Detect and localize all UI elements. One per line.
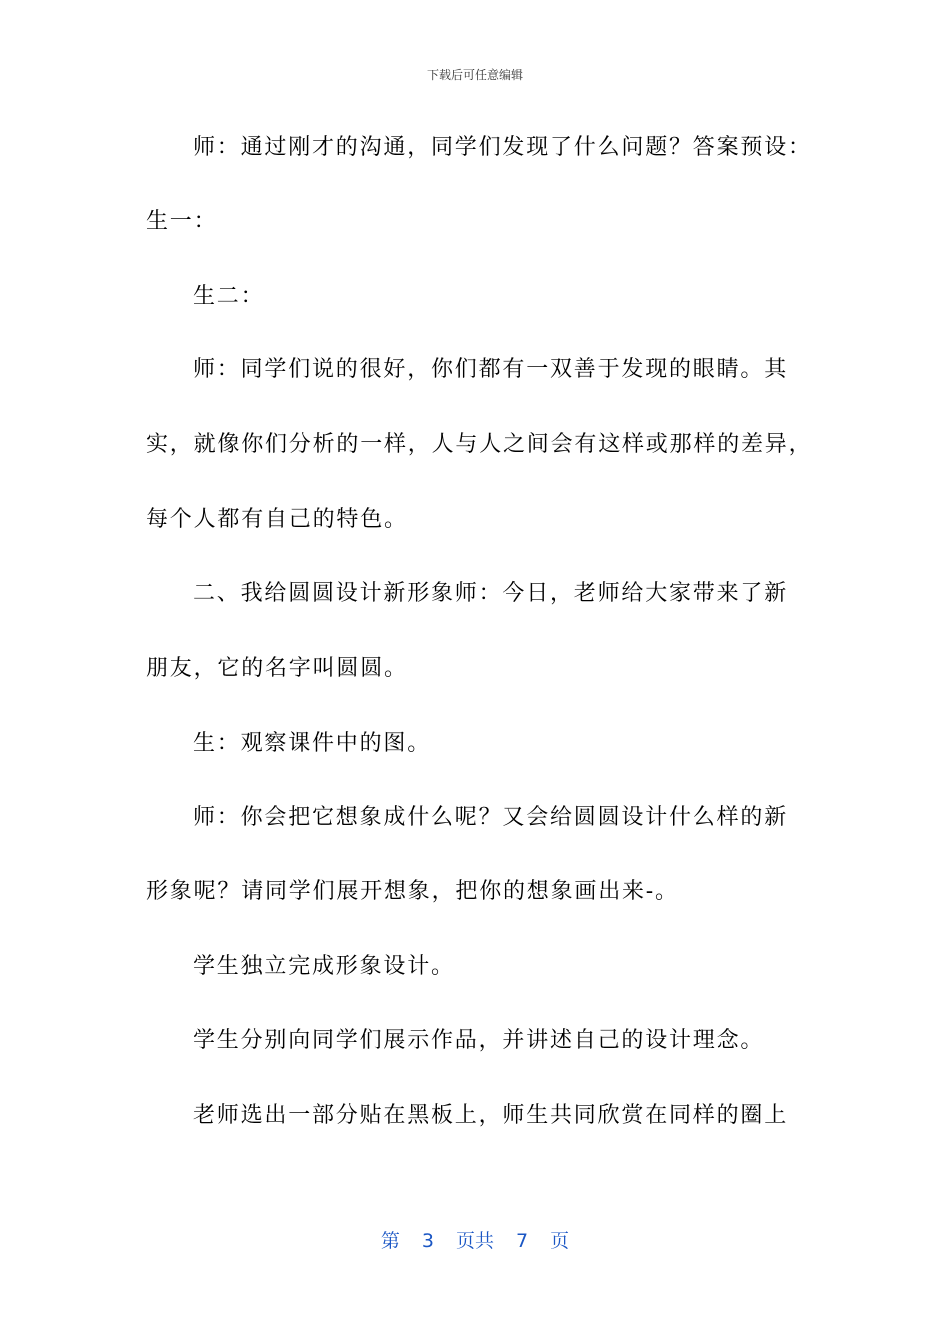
paragraph-line: 学生独立完成形象设计。 — [193, 954, 455, 979]
paragraph-line: 老师选出一部分贴在黑板上，师生共同欣赏在同样的圈上 — [193, 1103, 789, 1128]
paragraph-line: 二、我给圆圆设计新形象师：今日，老师给大家带来了新 — [193, 581, 789, 606]
paragraph-line: 师：同学们说的很好，你们都有一双善于发现的眼睛。其 — [193, 357, 789, 382]
paragraph-line: 生一： — [146, 209, 218, 234]
paragraph-line: 师：通过刚才的沟通，同学们发现了什么问题？答案预设： — [193, 135, 812, 160]
footer-middle: 页共 — [455, 1230, 494, 1252]
paragraph-line: 生二： — [193, 284, 265, 309]
paragraph-line: 实，就像你们分析的一样，人与人之间会有这样或那样的差异， — [146, 432, 813, 457]
paragraph-line: 师：你会把它想象成什么呢？又会给圆圆设计什么样的新 — [193, 805, 789, 830]
paragraph-line: 朋友，它的名字叫圆圆。 — [146, 656, 408, 681]
page-number-footer — [0, 1226, 950, 1253]
total-pages-number: 7 — [516, 1230, 529, 1252]
paragraph-line: 形象呢？请同学们展开想象，把你的想象画出来-。 — [146, 879, 679, 904]
header-note: 下载后可任意编辑 — [426, 68, 523, 82]
paragraph-line: 学生分别向同学们展示作品，并讲述自己的设计理念。 — [193, 1028, 765, 1053]
footer-suffix: 页 — [550, 1230, 570, 1252]
footer-prefix: 第 — [380, 1230, 400, 1252]
paragraph-line: 每个人都有自己的特色。 — [146, 507, 408, 532]
current-page-number: 3 — [421, 1230, 434, 1252]
paragraph-line: 生：观察课件中的图。 — [193, 731, 432, 756]
